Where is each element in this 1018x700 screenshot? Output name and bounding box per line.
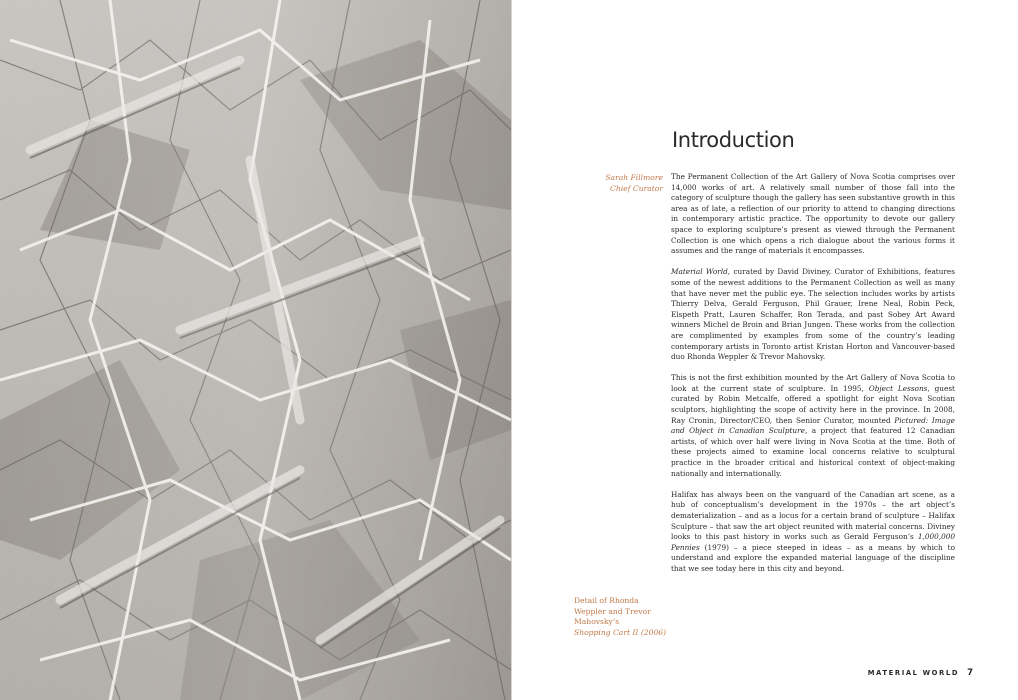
page-footer <box>868 660 973 679</box>
paragraph-2 <box>671 267 955 362</box>
caption-line-2: Weppler and Trevor <box>574 606 651 616</box>
italic-title-text: Pictured: Image and Object in Canadian Sculpture <box>671 415 955 436</box>
caption-work-year: (2006) <box>640 628 667 638</box>
author-role: Chief Curator <box>610 183 663 193</box>
paragraph-4 <box>671 490 955 575</box>
body-text <box>671 172 955 585</box>
italic-title-text: 1,000,000 Pennies <box>671 532 955 552</box>
caption-line-4 <box>574 628 666 639</box>
paragraph-text: (1979) – a piece steeped in ideas – as a means by which to understand and explore the expanded material language of the discipline that we see today here in this city and beyond. <box>671 542 955 573</box>
running-footer-title: MATERIAL WORLD <box>867 669 960 677</box>
page-title: Introduction <box>672 128 795 152</box>
author-name: Sarah Fillmore <box>605 173 663 182</box>
paragraph-3 <box>671 373 955 479</box>
paragraph-text: Halifax has always been on the vanguard of the Canadian art scene, as a hub of conceptualism’s development in the 1970s – the art object’s dematerialization – and as a locus for a certain brand of sculpture – Halifax Sculpture – that saw the art object reunited with material concerns. Diviney looks to this past history in works such as Gerald Ferguson’s <box>671 489 955 542</box>
paragraph-text: , curated by David Diviney, Curator of Exhibitions, features some of the newest additions to the Permanent Collection as well as many that have never met the public eye. The selection includes works by artists Thierry Delva, Gerald Ferguson, Phil Grauer, Irene Neal, Robin Peck, Elspeth Pratt, Lauren Schaffer, Ron Terada, and past Sobey Art Award winners Michel de Broin and Brian Jungen. These works from the collection are complimented by examples from some of the country’s leading contemporary artists in Toronto artist Kristan Horton and Vancouver-based duo Rhonda Weppler & Trevor Mahovsky. <box>671 267 955 362</box>
caption-work-title: Shopping Cart II <box>574 628 639 638</box>
image-caption <box>574 596 666 639</box>
paragraph-text: , guest curated by Robin Metcalfe, offered a spotlight for eight Nova Scotian sculptors, highlighting the scope of activity here in the province. In 2008, Ray Cronin, Director/CEO, then Senior Curator, mounted <box>671 383 955 425</box>
paragraph-text: The Permanent Collection of the Art Gallery of Nova Scotia comprises over 14,000 works of art. A relatively small number of those fall into the category of sculpture though the gallery has seen substantive growth in this area as of late, a reflection of our priority to attend to changing directions in contemporary artistic practice. The opportunity to devote our gallery space to exploring sculpture’s present as viewed through the Permanent Collection is one which opens a rich dialogue about the various forms it assumes and the range of materials it encompasses. <box>671 172 955 256</box>
page-number: 7 <box>967 668 973 678</box>
paragraph-1 <box>671 172 955 257</box>
author-byline <box>605 173 663 194</box>
paragraph-text: This is not the first exhibition mounted by the Art Gallery of Nova Scotia to look at the current state of sculpture. In 1995, <box>671 373 955 393</box>
italic-title-text: Material World <box>671 267 728 277</box>
caption-line-1: Detail of Rhonda <box>574 596 639 605</box>
caption-line-3: Mahovsky’s <box>574 617 620 627</box>
right-page <box>512 0 1018 700</box>
italic-title-text: Object Lessons <box>868 383 928 393</box>
paragraph-text: , a project that featured 12 Canadian artists, of which over half were living in Nova Scotia at the time. Both of these projects aimed to examine local concerns relative to sculptural practice in the broader critical and historical context of object-making nationally and internationally. <box>671 426 955 478</box>
